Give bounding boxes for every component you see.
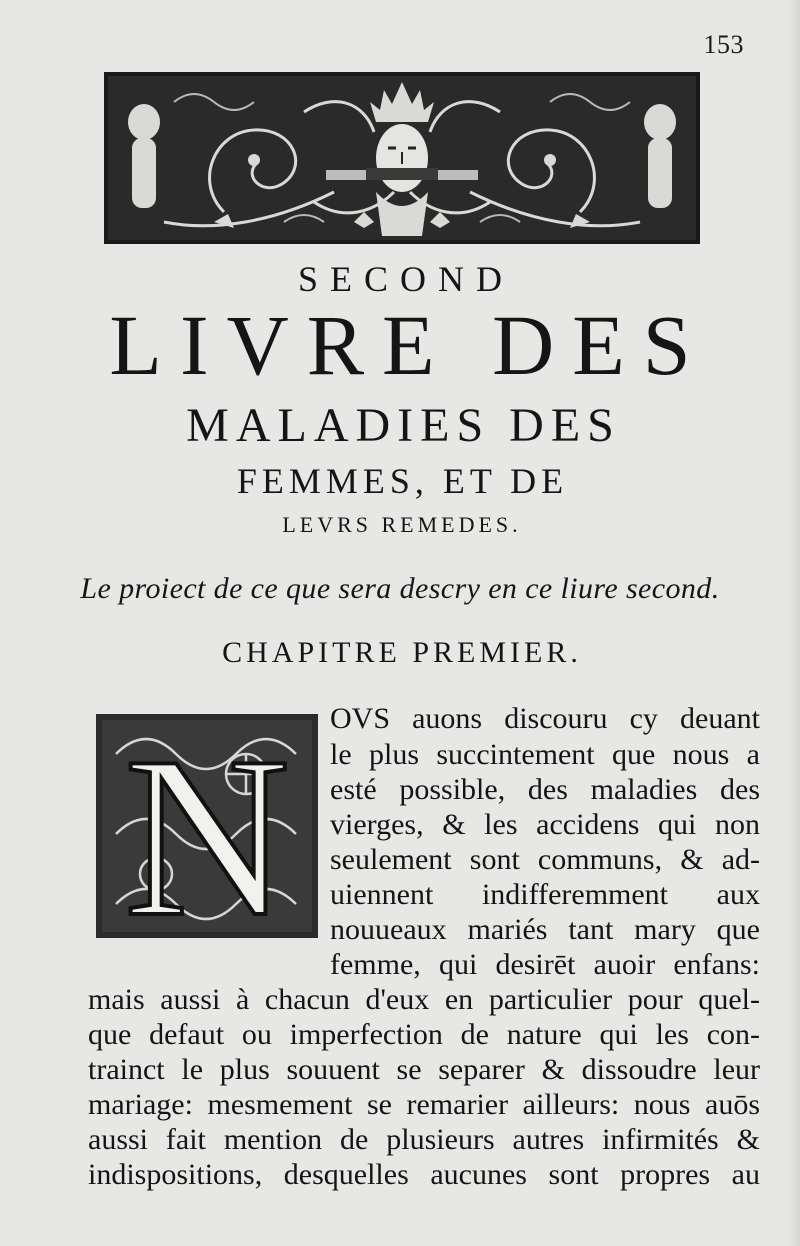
text-line: mais aussi à chacun d'eux en particulier pour quel- xyxy=(88,983,760,1016)
title-leurs-remedes: LEVRS REMEDES. xyxy=(282,512,522,537)
text-line: que defaut ou imperfection de nature qui les con- xyxy=(88,1018,760,1051)
drop-cap-letter: N xyxy=(123,714,291,938)
title-femmes-et-de: FEMMES, ET DE xyxy=(236,461,569,501)
text-line: nouueaux mariés tant mary que xyxy=(330,913,760,946)
text-line: seulement sont communs, & ad- xyxy=(330,843,760,876)
text-line: esté possible, des maladies des xyxy=(330,773,760,806)
text-line: femme, qui desirēt auoir enfans: xyxy=(330,948,760,981)
chapter-heading: CHAPITRE PREMIER. xyxy=(222,636,582,669)
text-line: OVS auons discouru cy deuant xyxy=(330,702,760,735)
text-line: mariage: mesmement se remarier ailleurs: nous auōs xyxy=(88,1088,760,1121)
chapter-summary: Le proiect de ce que sera descry en ce liure second. xyxy=(80,572,720,605)
title-livre-des: LIVRE DES xyxy=(109,297,709,393)
text-line: vierges, & les accidens qui non xyxy=(330,808,760,841)
text-line: trainct le plus souuent se separer & dissoudre leur xyxy=(88,1053,760,1086)
text-line: indispositions, desquelles aucunes sont propres au xyxy=(88,1158,760,1191)
text-line: aussi fait mention de plusieurs autres infirmités & xyxy=(88,1123,760,1156)
title-second: SECOND xyxy=(297,259,515,299)
title-maladies-des: MALADIES DES xyxy=(186,399,621,452)
text-line: le plus succintement que nous a xyxy=(330,738,760,771)
page-number: 153 xyxy=(703,30,744,59)
text-line: uiennent indifferemment aux xyxy=(330,878,760,911)
